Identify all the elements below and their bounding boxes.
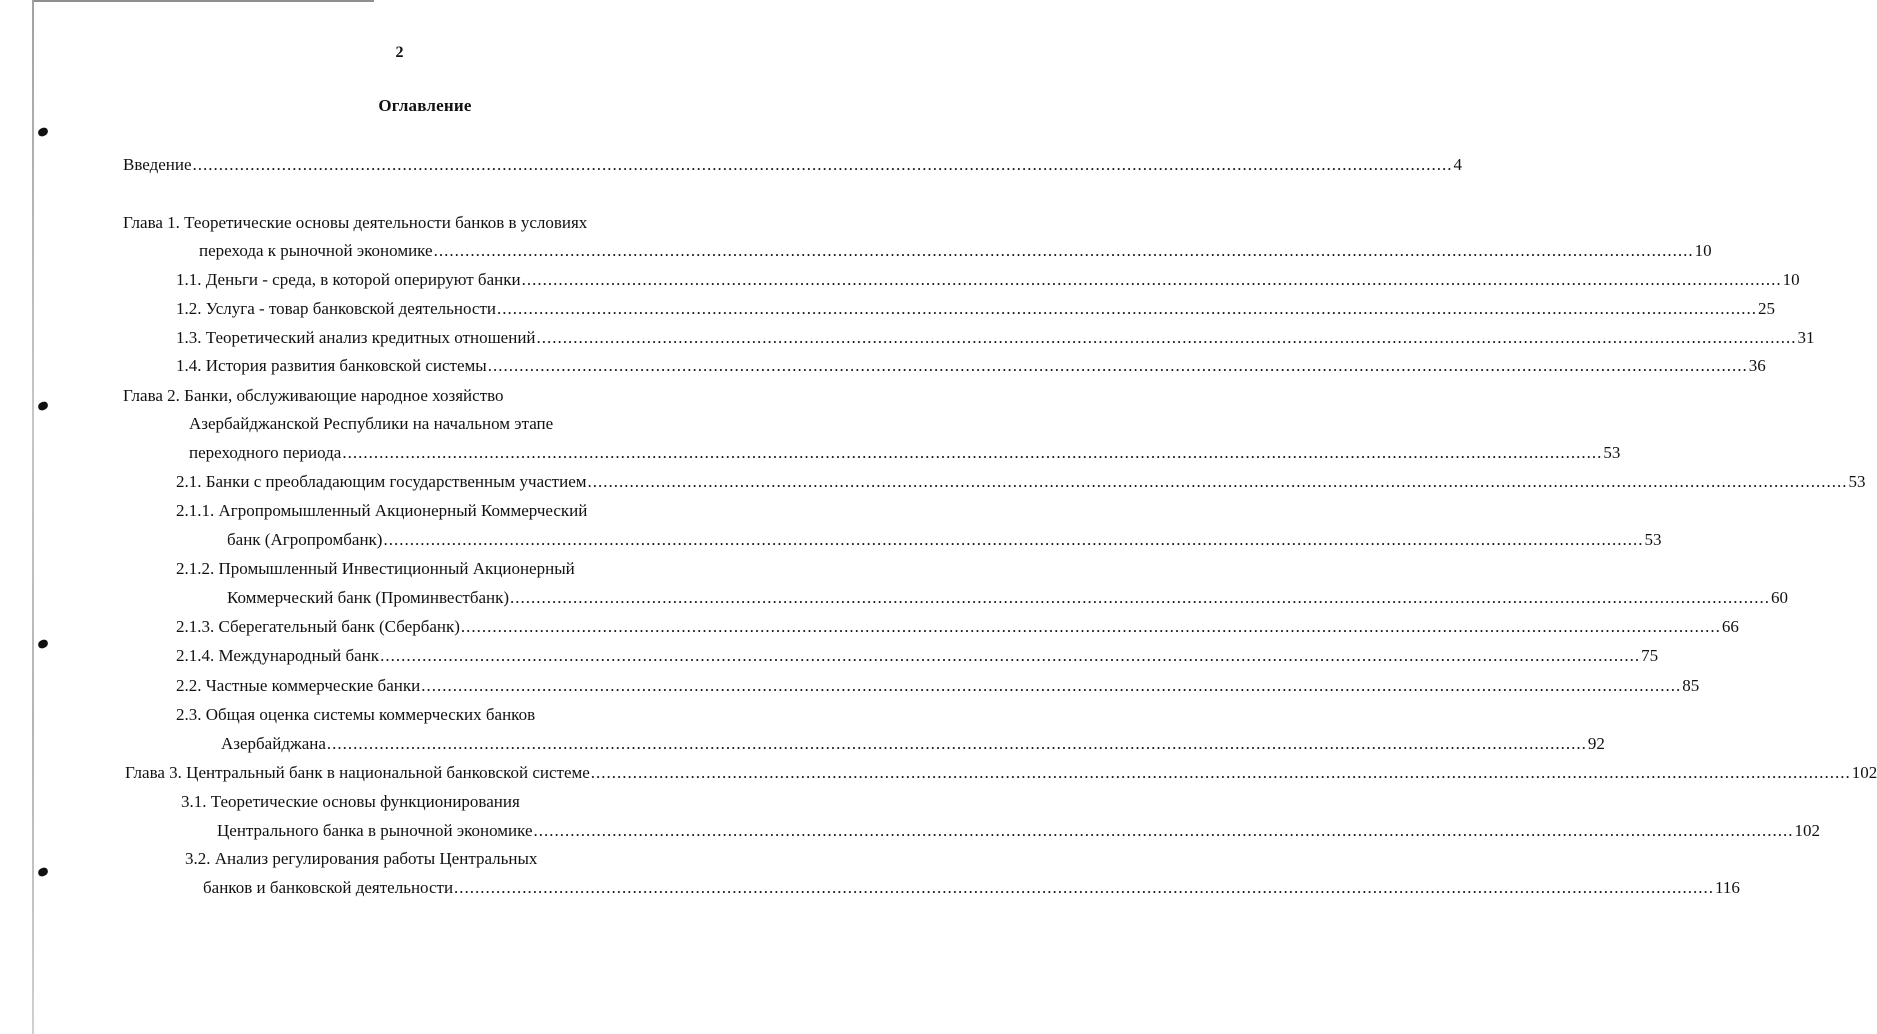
toc-entry-text: Центрального банка в рыночной экономике	[217, 821, 533, 840]
toc-section-1-4	[176, 355, 1766, 377]
dot-leader: ................................................................................................................................................................................................................................................	[421, 676, 1682, 695]
page-number: 2	[395, 44, 404, 61]
toc-section-2-1-1	[227, 529, 1662, 551]
dot-leader: ................................................................................................................................................................................................................................................	[533, 821, 1794, 840]
toc-entry-page: 31	[1797, 328, 1815, 347]
toc-section-3-2	[203, 877, 1740, 899]
toc-chapter-2-heading: Глава 2. Банки, обслуживающие народное хозяйство	[123, 386, 504, 405]
toc-entry-text: 1.1. Деньги - среда, в которой оперируют банки	[176, 270, 521, 289]
dot-leader: ................................................................................................................................................................................................................................................	[454, 878, 1715, 897]
toc-entry-text: банков и банковской деятельности	[203, 878, 454, 897]
toc-chapter-2-heading: Азербайджанской Республики на начальном этапе	[189, 414, 554, 433]
dot-leader: ................................................................................................................................................................................................................................................	[487, 356, 1748, 375]
toc-entry-page: 10	[1694, 241, 1712, 260]
dot-leader: ................................................................................................................................................................................................................................................	[342, 443, 1603, 462]
toc-section-2-1-4	[176, 645, 1659, 667]
dot-leader: ................................................................................................................................................................................................................................................	[380, 646, 1641, 665]
dot-leader: ................................................................................................................................................................................................................................................	[496, 299, 1757, 318]
toc-title: Оглавление	[378, 96, 472, 115]
scan-edge-left	[32, 0, 34, 1034]
toc-entry-page: 75	[1641, 646, 1659, 665]
scan-edge-top	[34, 0, 374, 2]
toc-entry-page: 53	[1848, 472, 1866, 491]
toc-entry-intro	[123, 154, 1463, 176]
toc-section-2-1-3	[176, 616, 1739, 638]
toc-entry-page: 53	[1603, 443, 1621, 462]
toc-section-3-1	[217, 820, 1821, 842]
toc-entry-page: 25	[1757, 299, 1775, 318]
toc-entry-text: 1.4. История развития банковской системы	[176, 356, 487, 375]
punch-hole-mark	[37, 639, 49, 650]
toc-entry-text: банк (Агропромбанк)	[227, 530, 383, 549]
toc-chapter-1	[199, 240, 1712, 262]
toc-entry-page: 66	[1721, 617, 1739, 636]
toc-entry-page: 92	[1587, 734, 1605, 753]
toc-entry-page: 53	[1644, 530, 1662, 549]
toc-section-3-1-heading: 3.1. Теоретические основы функционирования	[181, 792, 520, 811]
toc-entry-text: переходного периода	[189, 443, 342, 462]
toc-section-2-3-heading: 2.3. Общая оценка системы коммерческих банков	[176, 705, 536, 724]
dot-leader: ................................................................................................................................................................................................................................................	[460, 617, 1721, 636]
dot-leader: ................................................................................................................................................................................................................................................	[587, 472, 1848, 491]
toc-chapter-2	[189, 442, 1621, 464]
toc-entry-page: 36	[1748, 356, 1766, 375]
toc-entry-text: 1.3. Теоретический анализ кредитных отношений	[176, 328, 536, 347]
toc-entry-page: 10	[1782, 270, 1800, 289]
toc-section-2-1-1-heading: 2.1.1. Агропромышленный Акционерный Коммерческий	[176, 501, 588, 520]
toc-entry-page: 102	[1851, 763, 1877, 782]
toc-entry-text: 1.2. Услуга - товар банковской деятельности	[176, 299, 496, 318]
toc-entry-text: 2.1. Банки с преобладающим государственным участием	[176, 472, 587, 491]
toc-entry-page: 60	[1771, 588, 1789, 607]
punch-hole-mark	[37, 401, 49, 412]
toc-entry-page: 102	[1794, 821, 1821, 840]
dot-leader: ................................................................................................................................................................................................................................................	[383, 530, 1644, 549]
toc-chapter-3	[125, 762, 1877, 784]
punch-hole-mark	[37, 127, 49, 138]
toc-section-2-2	[176, 675, 1700, 697]
toc-entry-text: Коммерческий банк (Проминвестбанк)	[227, 588, 510, 607]
toc-section-1-2	[176, 298, 1775, 320]
toc-section-3-2-heading: 3.2. Анализ регулирования работы Центральных	[185, 849, 538, 868]
dot-leader: ................................................................................................................................................................................................................................................	[536, 328, 1797, 347]
toc-section-2-3	[221, 733, 1605, 755]
dot-leader: ................................................................................................................................................................................................................................................	[510, 588, 1771, 607]
toc-entry-text: Глава 3. Центральный банк в национальной банковской системе	[125, 763, 590, 782]
dot-leader: ................................................................................................................................................................................................................................................	[326, 734, 1587, 753]
toc-entry-text: Введение	[123, 155, 192, 174]
toc-entry-page: 116	[1715, 878, 1740, 897]
toc-entry-text: 2.1.3. Сберегательный банк (Сбербанк)	[176, 617, 460, 636]
toc-entry-page: 85	[1682, 676, 1700, 695]
toc-entry-text: 2.2. Частные коммерческие банки	[176, 676, 421, 695]
toc-section-1-1	[176, 269, 1800, 291]
dot-leader: ................................................................................................................................................................................................................................................	[192, 155, 1453, 174]
toc-section-1-3	[176, 327, 1815, 349]
toc-section-2-1	[176, 471, 1866, 493]
punch-hole-mark	[37, 867, 49, 878]
toc-entry-text: 2.1.4. Международный банк	[176, 646, 380, 665]
dot-leader: ................................................................................................................................................................................................................................................	[433, 241, 1694, 260]
toc-entry-page: 4	[1453, 155, 1463, 174]
dot-leader: ................................................................................................................................................................................................................................................	[521, 270, 1782, 289]
toc-entry-text: перехода к рыночной экономике	[199, 241, 433, 260]
toc-section-2-1-2	[227, 587, 1789, 609]
toc-entry-text: Азербайджана	[221, 734, 326, 753]
toc-section-2-1-2-heading: 2.1.2. Промышленный Инвестиционный Акционерный	[176, 559, 575, 578]
dot-leader: ................................................................................................................................................................................................................................................	[590, 763, 1851, 782]
toc-chapter-1-heading: Глава 1. Теоретические основы деятельности банков в условиях	[123, 213, 588, 232]
